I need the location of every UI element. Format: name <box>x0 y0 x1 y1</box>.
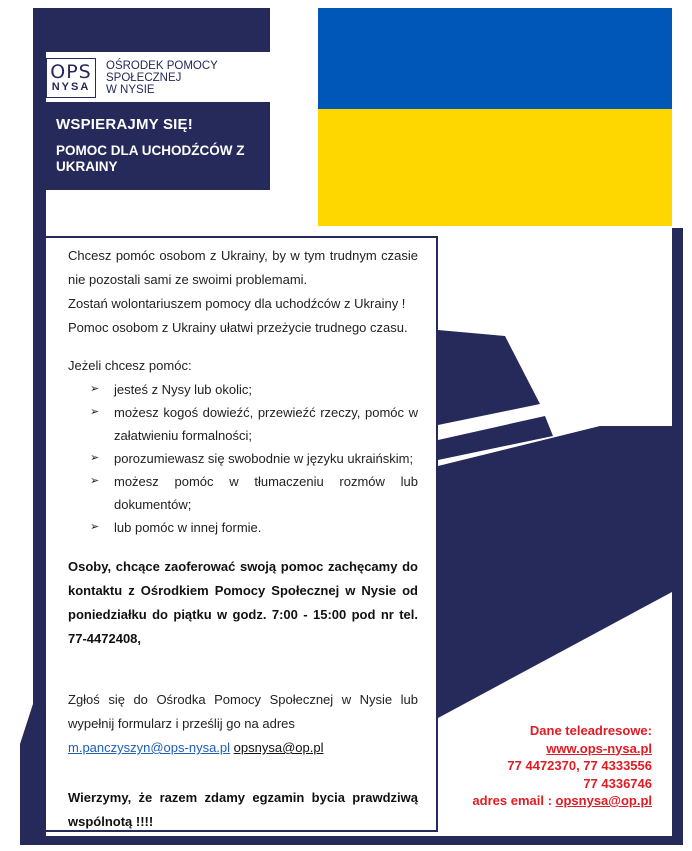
contact-email-link[interactable]: opsnysa@op.pl <box>555 793 652 808</box>
list-item-text: porozumiewasz się swobodnie w języku ukraińskim; <box>114 451 414 466</box>
list-item <box>90 516 418 539</box>
header-top-bar <box>33 8 270 52</box>
list-item <box>90 401 418 447</box>
page-subtitle: POMOC DLA UCHODŹCÓW Z UKRAINY <box>56 143 245 174</box>
website-link[interactable]: www.ops-nysa.pl <box>546 740 652 756</box>
intro-paragraph: Pomoc osobom z Ukrainy ułatwi przeżycie trudnego czasu. <box>68 320 408 335</box>
contact-phone-extra: 77 4336746 <box>583 775 652 791</box>
decor-shape-top <box>438 330 540 425</box>
decor-shape-large <box>438 426 672 718</box>
org-name-line: W NYSIE <box>106 84 155 96</box>
email-link-panczyszyn[interactable]: m.panczyszyn@ops-nysa.pl <box>68 740 231 755</box>
ops-logo <box>46 58 96 98</box>
list-item <box>90 470 418 516</box>
org-name-line: OŚRODEK POMOCY <box>106 60 218 72</box>
closing-statement: Wierzymy, że razem zdamy egzamin bycia prawdziwą wspólnotą !!!! <box>68 790 418 829</box>
contact-phones: 77 4472370, 77 4333556 <box>507 758 652 773</box>
help-heading: Jeżeli chcesz pomóc: <box>68 358 192 373</box>
flag-yellow-stripe <box>318 109 672 226</box>
flag-blue-stripe <box>318 8 672 109</box>
title-block <box>33 102 270 190</box>
contact-email-row <box>460 792 652 810</box>
conditions-list <box>90 378 418 539</box>
list-item-text: możesz pomóc w tłumaczeniu rozmów lub dokumentów; <box>114 474 418 512</box>
apply-paragraph <box>68 688 418 760</box>
main-card <box>44 236 438 832</box>
arrow-bullet-icon: ➢ <box>90 383 100 395</box>
arrow-bullet-icon: ➢ <box>90 521 100 533</box>
email-label: adres email : <box>472 793 552 808</box>
apply-text: Zgłoś się do Ośrodka Pomocy Społecznej w Nysie lub wypełnij formularz i prześlij go na adres <box>68 692 418 731</box>
intro-paragraph: Zostań wolontariuszem pomocy dla uchodźców z Ukrainy ! <box>68 296 406 311</box>
email-link-opsnysa[interactable]: opsnysa@op.pl <box>233 740 324 755</box>
logo-nysa-text: NYSA <box>51 81 91 93</box>
contact-heading: Dane teleadresowe: <box>529 723 652 738</box>
intro-text <box>68 244 418 340</box>
contact-info <box>460 722 652 810</box>
org-name-line: SPOŁECZNEJ <box>106 72 182 84</box>
list-item-text: jesteś z Nysy lub okolic; <box>114 382 252 397</box>
arrow-bullet-icon: ➢ <box>90 475 100 487</box>
intro-paragraph: Chcesz pomóc osobom z Ukrainy, by w tym trudnym czasie nie pozostali sami ze swoimi problemami. <box>68 248 418 287</box>
list-item-text: lub pomóc w innej formie. <box>114 520 262 535</box>
arrow-bullet-icon: ➢ <box>90 406 100 418</box>
slogan: WSPIERAJMY SIĘ! <box>56 116 193 133</box>
list-item <box>90 378 418 401</box>
list-item-text: możesz kogoś dowieźć, przewieźć rzeczy, pomóc w załatwieniu formalności; <box>114 405 418 443</box>
logo-ops-text: OPS <box>50 61 92 83</box>
arrow-bullet-icon: ➢ <box>90 452 100 464</box>
list-item <box>90 447 418 470</box>
organization-name <box>106 60 256 96</box>
decor-shape-left <box>20 670 44 845</box>
contact-paragraph: Osoby, chcące zaoferować swoją pomoc zachęcamy do kontaktu z Ośrodkiem Pomocy Społecznej w Nysie od poniedziałku do piątku w godz. 7:00 - 15:00 pod nr tel. 77-4472408, <box>68 559 418 646</box>
